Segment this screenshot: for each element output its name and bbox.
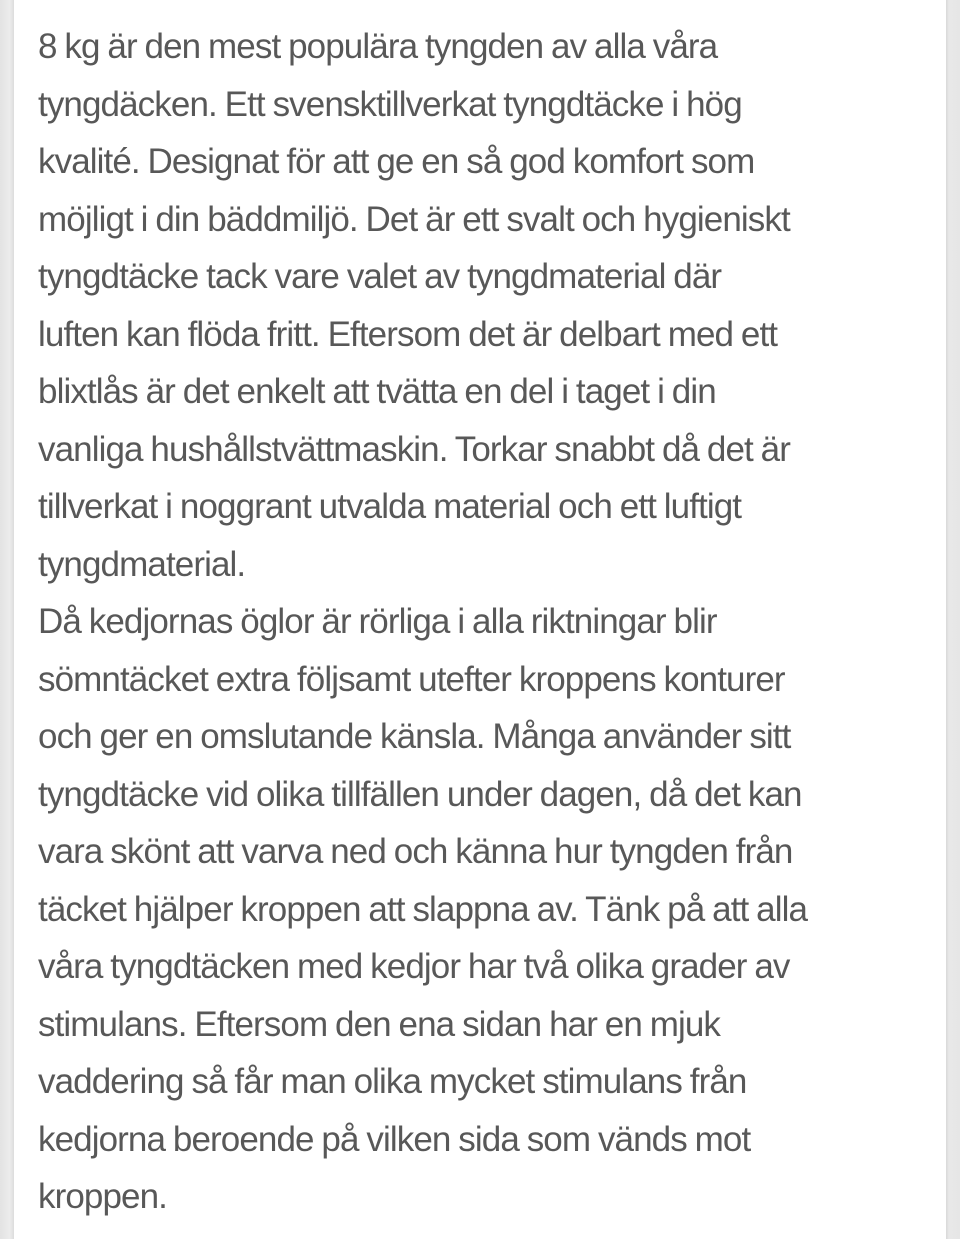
text-line: kedjorna beroende på vilken sida som vänds mot bbox=[38, 1119, 751, 1159]
product-description bbox=[38, 18, 938, 1226]
text-line: tyngdmaterial. bbox=[38, 544, 246, 584]
text-line: tillverkat i noggrant utvalda material och ett luftigt bbox=[38, 487, 742, 526]
paragraph-description bbox=[38, 18, 938, 593]
text-line: sömntäcket extra följsamt utefter kroppens konturer bbox=[38, 659, 785, 699]
text-line: vanliga hushållstvättmaskin. Torkar snabbt då det är bbox=[38, 429, 790, 469]
text-line: 8 kg är den mest populära tyngden av alla våra bbox=[38, 27, 718, 66]
right-scroll-gutter[interactable] bbox=[946, 0, 960, 1239]
text-line: kvalité. Designat för att ge en så god komfort som bbox=[38, 142, 755, 181]
content-card bbox=[14, 0, 946, 1239]
text-line: tyngdtäcke tack vare valet av tyngdmaterial där bbox=[38, 257, 722, 296]
left-gutter bbox=[0, 0, 14, 1239]
text-line: vara skönt att varva ned och känna hur tyngden från bbox=[38, 832, 793, 871]
text-line: och ger en omslutande känsla. Många använder sitt bbox=[38, 717, 791, 756]
paragraph-chains bbox=[38, 593, 938, 1226]
text-line: luften kan flöda fritt. Eftersom det är delbart med ett bbox=[38, 314, 778, 354]
text-line: Då kedjornas öglor är rörliga i alla riktningar blir bbox=[38, 602, 717, 641]
text-line: möjligt i din bäddmiljö. Det är ett svalt och hygieniskt bbox=[38, 199, 790, 239]
text-line: våra tyngdtäcken med kedjor har två olika grader av bbox=[38, 947, 790, 986]
text-line: kroppen. bbox=[38, 1177, 168, 1216]
text-line: täcket hjälper kroppen att slappna av. Tänk på att alla bbox=[38, 889, 808, 929]
text-line: stimulans. Eftersom den ena sidan har en mjuk bbox=[38, 1004, 721, 1044]
text-line: tyngdäcken. Ett svensktillverkat tyngdtäcke i hög bbox=[38, 84, 742, 124]
text-line: tyngdtäcke vid olika tillfällen under dagen, då det kan bbox=[38, 774, 802, 814]
text-line: vaddering så får man olika mycket stimulans från bbox=[38, 1062, 747, 1101]
text-line: blixtlås är det enkelt att tvätta en del i taget i din bbox=[38, 372, 716, 411]
